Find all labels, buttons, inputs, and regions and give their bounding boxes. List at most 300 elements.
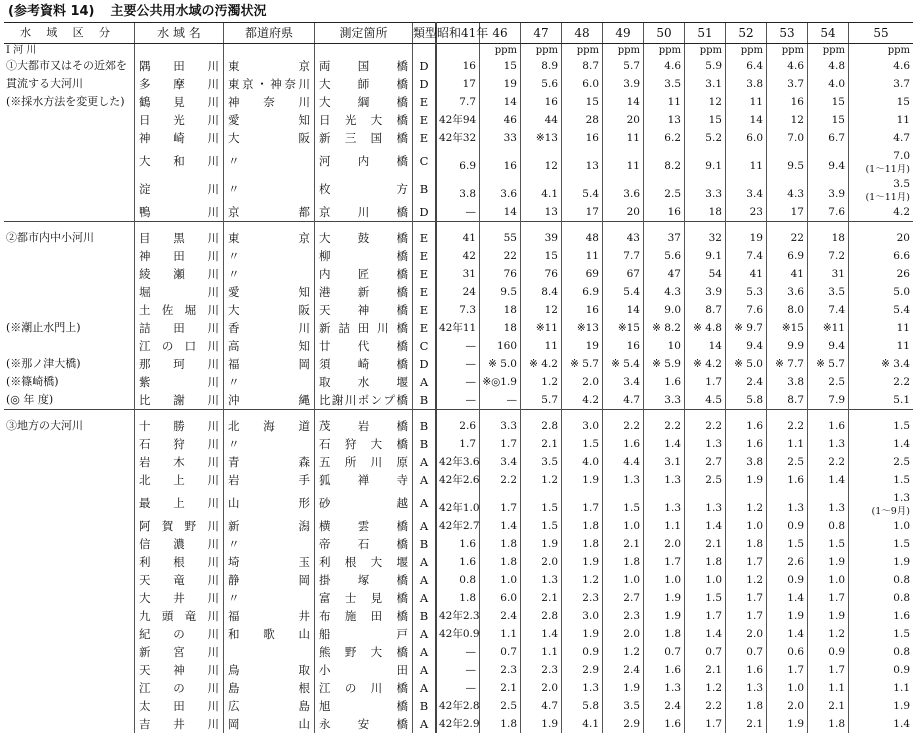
value-cell	[849, 147, 913, 175]
value-cell	[562, 301, 603, 319]
value-cell	[480, 453, 521, 471]
value-cell	[767, 517, 808, 535]
value-cell	[849, 319, 913, 337]
value-cell	[767, 625, 808, 643]
value-cell	[562, 265, 603, 283]
section-note	[4, 625, 135, 643]
value-text: 5.6	[541, 78, 558, 90]
value-text: 1.5	[893, 474, 910, 486]
value-text: 1.8	[746, 700, 763, 712]
value-text: 14	[627, 304, 640, 316]
value-text: 1.7	[828, 592, 845, 604]
value-cell	[603, 111, 644, 129]
measuring-point-text: 日光大橋	[315, 111, 412, 129]
value-cell	[849, 247, 913, 265]
water-body-name	[135, 355, 224, 373]
value-cell: —	[466, 646, 477, 658]
value-text: 0.7	[705, 646, 722, 658]
table-row	[4, 535, 913, 553]
measuring-point	[315, 535, 413, 553]
value-text: 6.4	[746, 60, 763, 72]
value-text: 0.9	[787, 574, 804, 586]
value-cell	[562, 571, 603, 589]
table-row	[4, 489, 913, 517]
table-row	[4, 301, 913, 319]
value-text: 1.4	[787, 628, 804, 640]
value-text: 1.5	[541, 502, 558, 514]
value-text: 3.0	[582, 610, 599, 622]
empty-cell	[480, 410, 521, 418]
value-cell	[521, 643, 562, 661]
document-title	[8, 0, 267, 19]
measuring-point-text: 比謝川ポンプ橋	[315, 391, 412, 409]
value-cell	[644, 715, 685, 733]
value-text: 11	[627, 160, 640, 172]
measuring-point-text: 河内橋	[315, 152, 412, 170]
type-class: B	[413, 697, 437, 715]
value-text: 1.4	[893, 718, 910, 730]
value-cell	[521, 355, 562, 373]
value-cell	[685, 661, 726, 679]
value-cell	[603, 373, 644, 391]
value-text: 7.7	[623, 250, 640, 262]
value-text: —	[507, 394, 518, 406]
water-body-name	[135, 535, 224, 553]
section-note: (◎ 年 度)	[4, 391, 135, 410]
value-cell	[562, 453, 603, 471]
value-cell: 1.0	[463, 502, 480, 514]
header-type: 類型	[413, 23, 437, 44]
value-cell	[644, 355, 685, 373]
header-year: 55	[849, 23, 913, 44]
value-text: 5.1	[893, 394, 910, 406]
value-cell	[644, 129, 685, 147]
baseline-year	[436, 175, 480, 203]
water-body-name-text: 淀川	[135, 180, 223, 198]
value-text: 9.1	[705, 160, 722, 172]
value-cell	[480, 247, 521, 265]
empty-cell	[562, 222, 603, 230]
baseline-year	[436, 229, 480, 247]
unit-cell: ppm	[726, 44, 767, 58]
value-cell	[603, 715, 644, 733]
value-text: 18	[504, 322, 517, 334]
value-text: 4.1	[582, 718, 599, 730]
baseline-year	[436, 203, 480, 222]
value-cell	[685, 319, 726, 337]
value-text: 2.4	[500, 610, 517, 622]
value-cell	[644, 75, 685, 93]
value-cell	[808, 265, 849, 283]
value-cell	[521, 571, 562, 589]
water-body-name	[135, 715, 224, 733]
prefecture	[224, 319, 315, 337]
water-body-name	[135, 391, 224, 410]
value-text: 1.7	[582, 502, 599, 514]
value-text: 1.6	[746, 420, 763, 432]
section-note	[4, 589, 135, 607]
value-cell: 1.6	[459, 538, 476, 550]
prefecture	[224, 57, 315, 75]
value-cell	[767, 373, 808, 391]
value-cell	[480, 175, 521, 203]
baseline-year	[436, 471, 480, 489]
value-cell	[480, 265, 521, 283]
empty-cell	[436, 410, 480, 418]
section-note: ②都市内中小河川	[4, 229, 135, 247]
water-body-name	[135, 265, 224, 283]
value-text: 3.0	[582, 420, 599, 432]
measuring-point-text: 砂越	[315, 494, 412, 512]
empty-cell	[849, 410, 913, 418]
value-cell	[849, 571, 913, 589]
value-cell	[808, 75, 849, 93]
value-cell	[480, 715, 521, 733]
table-row	[4, 337, 913, 355]
value-cell	[562, 417, 603, 435]
value-cell	[726, 553, 767, 571]
value-cell	[562, 229, 603, 247]
value-text: 1.1	[541, 646, 558, 658]
water-body-name	[135, 661, 224, 679]
pollution-table	[4, 22, 913, 733]
baseline-year	[436, 517, 480, 535]
prefecture-text: 福岡	[224, 355, 314, 373]
value-text: 0.8	[828, 520, 845, 532]
value-text: 8.0	[787, 304, 804, 316]
value-text: 15	[897, 96, 910, 108]
value-cell	[562, 607, 603, 625]
value-text: 5.6	[664, 250, 681, 262]
prefecture-text: 東京	[224, 57, 314, 75]
value-text: 6.0	[500, 592, 517, 604]
section-note	[4, 435, 135, 453]
measuring-point-text: 両国橋	[315, 57, 412, 75]
value-text: 2.8	[541, 420, 558, 432]
value-text: ※11	[536, 322, 558, 334]
value-cell	[767, 471, 808, 489]
prefecture	[224, 175, 315, 203]
water-body-name	[135, 203, 224, 222]
value-text: 1.9	[541, 718, 558, 730]
empty-cell	[808, 410, 849, 418]
value-cell: 0.9	[463, 628, 480, 640]
value-text: 2.3	[500, 664, 517, 676]
value-text: 2.5	[664, 188, 681, 200]
value-cell: —	[466, 340, 477, 352]
value-text: 4.1	[541, 188, 558, 200]
value-text: 3.4	[623, 376, 640, 388]
empty-cell	[413, 410, 437, 418]
value-cell	[808, 571, 849, 589]
unit-cell: ppm	[808, 44, 849, 58]
measuring-point	[315, 471, 413, 489]
section-note: (※潮止水門上)	[4, 319, 135, 337]
value-text: 12	[545, 304, 558, 316]
value-cell: 6.9	[459, 160, 476, 172]
prefecture-text: 〃	[224, 180, 314, 198]
value-cell	[685, 553, 726, 571]
value-cell: 32	[463, 132, 476, 144]
baseline-year	[436, 129, 480, 147]
measuring-point	[315, 435, 413, 453]
prefecture	[224, 571, 315, 589]
value-cell	[480, 471, 521, 489]
value-text: 1.9	[746, 474, 763, 486]
value-cell	[808, 715, 849, 733]
prefecture-text: 香川	[224, 319, 314, 337]
type-class: E	[413, 93, 437, 111]
value-text: 1.1	[893, 682, 910, 694]
value-cell	[644, 697, 685, 715]
empty-cell	[726, 222, 767, 230]
value-cell	[480, 697, 521, 715]
value-text: 3.4	[500, 456, 517, 468]
measuring-point	[315, 679, 413, 697]
baseline-year	[436, 391, 480, 410]
value-text: 39	[545, 232, 558, 244]
value-cell	[849, 391, 913, 410]
prefecture-text: 和歌山	[224, 625, 314, 643]
section-note	[4, 129, 135, 147]
value-cell	[603, 535, 644, 553]
value-text: ※ 3.4	[881, 358, 910, 370]
type-class: E	[413, 301, 437, 319]
value-text: 1.6	[664, 376, 681, 388]
measuring-point-text: 五所川原	[315, 453, 412, 471]
value-text: 5.7	[541, 394, 558, 406]
prefecture	[224, 355, 315, 373]
value-cell	[808, 697, 849, 715]
table-row	[4, 625, 913, 643]
value-text: 15	[504, 60, 517, 72]
value-text: 11	[897, 340, 910, 352]
value-text: 1.3	[623, 474, 640, 486]
value-text: 2.1	[541, 592, 558, 604]
measuring-point	[315, 75, 413, 93]
value-text: ※15	[618, 322, 640, 334]
water-body-name-text: 紀の川	[135, 625, 223, 643]
value-text: 2.2	[828, 456, 845, 468]
baseline-year	[436, 247, 480, 265]
value-text: 4.6	[787, 60, 804, 72]
value-cell	[521, 679, 562, 697]
value-text: 2.2	[500, 474, 517, 486]
prefecture	[224, 229, 315, 247]
value-text: 1.3	[664, 682, 681, 694]
value-text: 18	[709, 206, 722, 218]
value-cell	[726, 435, 767, 453]
value-text: 3.9	[705, 286, 722, 298]
value-cell	[603, 417, 644, 435]
water-body-name-text: 比謝川	[135, 391, 223, 409]
water-body-name-text: 日光川	[135, 111, 223, 129]
value-cell	[562, 129, 603, 147]
measuring-point	[315, 571, 413, 589]
header-year: 54	[808, 23, 849, 44]
value-text: 7.4	[828, 304, 845, 316]
measuring-point-text: 茂岩橋	[315, 417, 412, 435]
value-text: 2.4	[623, 664, 640, 676]
header-year: 51	[685, 23, 726, 44]
measuring-point	[315, 175, 413, 203]
measuring-point-text: 掛塚橋	[315, 571, 412, 589]
header-point: 測定箇所	[315, 23, 413, 44]
prefecture	[224, 435, 315, 453]
value-text: 1.5	[828, 538, 845, 550]
section-note: (※採水方法を変更した)	[4, 93, 135, 111]
value-cell	[726, 489, 767, 517]
value-text: 1.8	[500, 718, 517, 730]
measuring-point	[315, 373, 413, 391]
value-cell	[521, 57, 562, 75]
value-cell	[562, 337, 603, 355]
value-cell	[644, 589, 685, 607]
value-text: 6.0	[746, 132, 763, 144]
type-class: A	[413, 571, 437, 589]
value-cell	[685, 355, 726, 373]
type-class: A	[413, 373, 437, 391]
value-cell	[767, 391, 808, 410]
value-text: 1.1	[787, 438, 804, 450]
type-class: E	[413, 247, 437, 265]
value-text: 1.9	[664, 592, 681, 604]
value-cell	[726, 265, 767, 283]
value-text: 1.3	[664, 474, 681, 486]
value-cell	[603, 391, 644, 410]
measuring-point	[315, 283, 413, 301]
value-cell	[521, 175, 562, 203]
value-cell	[849, 355, 913, 373]
table-row	[4, 471, 913, 489]
value-cell	[521, 453, 562, 471]
measuring-point	[315, 301, 413, 319]
value-text: ※ 5.7	[816, 358, 845, 370]
value-cell	[562, 391, 603, 410]
value-text: 9.5	[787, 160, 804, 172]
measuring-point-text: 京川橋	[315, 203, 412, 221]
value-text: 5.3	[746, 286, 763, 298]
value-text: 1.2	[582, 574, 599, 586]
value-cell	[603, 75, 644, 93]
value-cell	[808, 553, 849, 571]
value-cell	[685, 75, 726, 93]
value-cell	[644, 417, 685, 435]
value-cell	[767, 57, 808, 75]
value-text: 3.5	[664, 78, 681, 90]
value-cell	[726, 57, 767, 75]
value-cell	[767, 203, 808, 222]
value-cell	[603, 643, 644, 661]
prefecture	[224, 607, 315, 625]
prefecture	[224, 697, 315, 715]
value-text: 2.6	[787, 556, 804, 568]
measuring-point	[315, 391, 413, 410]
value-text: 0.8	[893, 646, 910, 658]
baseline-year-label: 42年	[437, 111, 463, 129]
value-cell: 7.7	[459, 96, 476, 108]
value-cell	[521, 319, 562, 337]
value-cell	[521, 417, 562, 435]
value-text: 1.6	[746, 438, 763, 450]
value-text: 14	[504, 206, 517, 218]
value-cell	[521, 203, 562, 222]
value-text: 2.1	[500, 682, 517, 694]
value-cell	[521, 337, 562, 355]
value-cell	[767, 301, 808, 319]
value-cell	[644, 535, 685, 553]
value-text: 1.5	[582, 438, 599, 450]
water-body-name-text: 詰田川	[135, 319, 223, 337]
prefecture	[224, 111, 315, 129]
value-text: 3.3	[705, 188, 722, 200]
value-cell	[808, 625, 849, 643]
prefecture	[224, 129, 315, 147]
measuring-point	[315, 93, 413, 111]
measuring-point-text: 布施田橋	[315, 607, 412, 625]
value-text: ※ 5.9	[652, 358, 681, 370]
value-cell	[726, 625, 767, 643]
value-cell	[480, 75, 521, 93]
value-cell	[603, 453, 644, 471]
value-cell	[767, 553, 808, 571]
value-cell	[808, 229, 849, 247]
measuring-point-text: 利根大堰	[315, 553, 412, 571]
value-cell: 1.6	[459, 556, 476, 568]
value-text: 5.8	[582, 700, 599, 712]
water-body-name	[135, 417, 224, 435]
value-cell	[603, 147, 644, 175]
value-text: 1.7	[705, 718, 722, 730]
value-cell	[726, 301, 767, 319]
value-text: 2.0	[623, 628, 640, 640]
prefecture	[224, 471, 315, 489]
value-text: 1.8	[664, 628, 681, 640]
value-cell	[726, 391, 767, 410]
value-cell	[603, 57, 644, 75]
measuring-point-text: 廿代橋	[315, 337, 412, 355]
value-text: 44	[545, 114, 558, 126]
value-text: 2.1	[705, 664, 722, 676]
value-cell	[849, 453, 913, 471]
value-cell	[521, 301, 562, 319]
value-cell	[603, 319, 644, 337]
section-note: (※篠崎橋)	[4, 373, 135, 391]
empty-cell	[603, 410, 644, 418]
value-cell	[685, 283, 726, 301]
value-text: 2.4	[746, 376, 763, 388]
measuring-point-text: 大鼓橋	[315, 229, 412, 247]
value-cell	[767, 355, 808, 373]
water-body-name-text: 最上川	[135, 494, 223, 512]
value-cell	[685, 301, 726, 319]
value-cell	[726, 129, 767, 147]
value-text: 0.7	[746, 646, 763, 658]
period-note: (1〜11月)	[849, 193, 910, 203]
value-cell	[767, 129, 808, 147]
value-cell	[685, 589, 726, 607]
empty-cell	[224, 222, 315, 230]
value-cell	[480, 607, 521, 625]
value-cell	[603, 679, 644, 697]
value-text: 1.5	[705, 592, 722, 604]
value-text: 76	[504, 268, 517, 280]
value-cell	[685, 391, 726, 410]
value-cell	[521, 625, 562, 643]
value-cell	[849, 489, 913, 517]
prefecture-text: 沖縄	[224, 391, 314, 409]
prefecture	[224, 715, 315, 733]
